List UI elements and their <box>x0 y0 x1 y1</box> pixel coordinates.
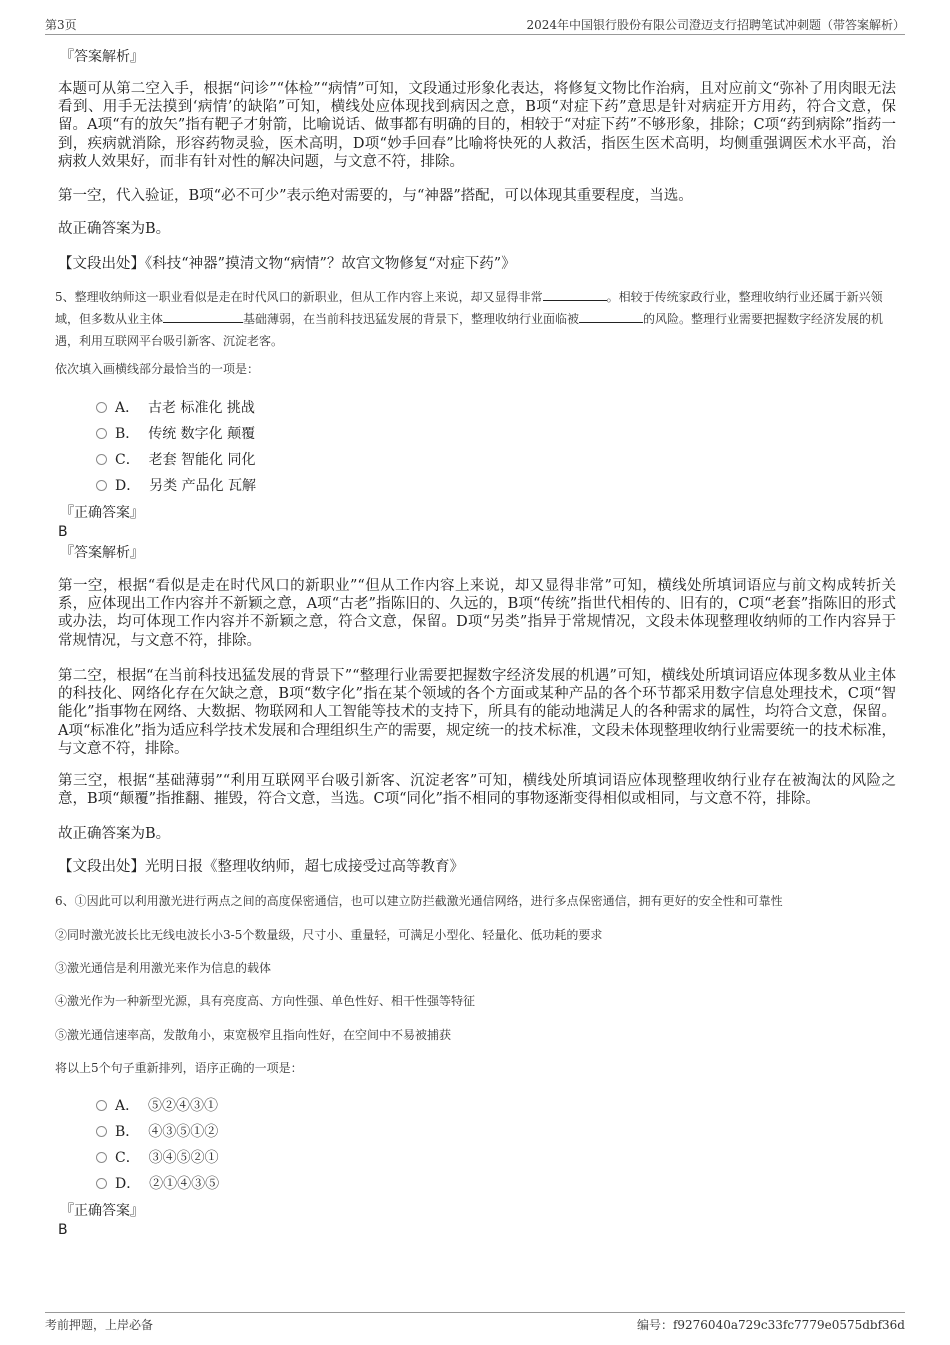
analysis-paragraph: 第一空，代入验证，B项“必不可少”表示绝对需要的，与“神器”搭配，可以体现其重要程度，当选。 <box>58 188 693 204</box>
option-b[interactable]: B． ④③⑤①② <box>96 1123 218 1141</box>
document-id: 编号：f9276040a729c33fc7779e0575dbf36d <box>636 1318 905 1332</box>
radio-icon[interactable] <box>96 428 107 439</box>
option-d[interactable]: D． ②①④③⑤ <box>96 1175 219 1193</box>
analysis-paragraph: 第二空，根据“在当前科技迅猛发展的背景下”“整理行业需要把握数字经济发展的机遇”可知，横线处所填词语应体现多数从业主体的科技化、网络化存在欠缺之意，B项“数字化”指在某个领域的各个方面或某种产品的各个环节都采用数字信息处理技术，C项“智能化”指事物在网络、大数据、物联网和人工智能等技术的支持下，所具有的能动地满足人的各种需求的属性，均符合文意，保留。A项“标准化”指为适应科学技术发展和合理组织生产的需要，规定统一的技术标准，文段未体现整理收纳行业需要统一的技术标准，与文意不符，排除。 <box>58 668 896 757</box>
page-number: 第3页 <box>45 18 77 32</box>
page-footer <box>45 1312 905 1331</box>
analysis-paragraph: 本题可从第二空入手，根据“问诊”“体检”“病情”可知，文段通过形象化表达，将修复文物比作治病，且对应前文“弥补了用肉眼无法看到、用手无法摸到‘病情’的缺陷”可知，横线处应体现找到病因之意，B项“对症下药”意思是针对病症开方用药，符合文意，保留。A项“有的放矢”指有靶子才射箭，比喻说话、做事都有明确的目的，相较于“对症下药”不够形象，排除；C项“药到病除”指药一到，疾病就消除，形容药物灵验，医术高明，D项“妙手回春”比喻将快死的人救活，指医生医术高明，均侧重强调医术水平高，治病救人效果好，而非有针对性的解决问题，与文意不符，排除。 <box>58 81 896 170</box>
option-c[interactable]: C． 老套 智能化 同化 <box>96 451 256 469</box>
question-5-stem: 5、整理收纳师这一职业看似是走在时代风口的新职业，但从工作内容上来说，却又显得非常 。相较于传统家政行业，整理收纳行业还属于新兴领域，但多数从业主体 基础薄弱，在当前科技迅猛发展的背景下，整理收纳行业面临被 的风险。整理行业需要把握数字经济发展的机遇，利用互联网平台吸引新客、沉淀老客。 <box>55 290 884 348</box>
analysis-conclusion: 故正确答案为B。 <box>58 221 171 237</box>
radio-icon[interactable] <box>96 454 107 465</box>
correct-answer-tag: 『正确答案』 <box>60 1203 144 1219</box>
question-6-prompt: 将以上5个句子重新排列，语序正确的一项是： <box>55 1061 303 1075</box>
radio-icon[interactable] <box>96 1152 107 1163</box>
option-c[interactable]: C． ③④⑤②① <box>96 1149 219 1167</box>
question-6-sentence: ④激光作为一种新型光源，具有亮度高、方向性强、单色性好、相干性强等特征 <box>55 994 476 1008</box>
radio-icon[interactable] <box>96 1178 107 1189</box>
answer-analysis-tag: 『答案解析』 <box>60 545 144 561</box>
option-d[interactable]: D． 另类 产品化 瓦解 <box>96 477 256 495</box>
analysis-paragraph: 第三空，根据“基础薄弱”“利用互联网平台吸引新客、沉淀老客”可知，横线处所填词语应体现整理收纳行业存在被淘汰的风险之意，B项“颠覆”指推翻、摧毁，符合文意，当选。C项“同化”指不相同的事物逐渐变得相似或相同，与文意不符，排除。 <box>58 773 896 808</box>
question-6-sentence: 6、①因此可以利用激光进行两点之间的高度保密通信，也可以建立防拦截激光通信网络，进行多点保密通信，拥有更好的安全性和可靠性 <box>55 894 783 908</box>
footer-slogan: 考前押题，上岸必备 <box>45 1318 154 1332</box>
analysis-paragraph: 第一空，根据“看似是走在时代风口的新职业”“但从工作内容上来说，却又显得非常”可知，横线处所填词语应与前文构成转折关系，应体现出工作内容并不新颖之意，A项“古老”指陈旧的、久远的，B项“传统”指世代相传的、旧有的，C项“老套”指陈旧的形式或办法，均可体现工作内容并不新颖之意，符合文意，保留。D项“另类”指异于常规情况，文段未体现整理收纳师的工作内容异于常规情况，与文意不符，排除。 <box>58 578 896 649</box>
radio-icon[interactable] <box>96 480 107 491</box>
analysis-conclusion: 故正确答案为B。 <box>58 826 171 842</box>
option-a[interactable]: A． 古老 标准化 挑战 <box>96 399 255 417</box>
radio-icon[interactable] <box>96 1126 107 1137</box>
radio-icon[interactable] <box>96 1100 107 1111</box>
correct-answer-tag: 『正确答案』 <box>60 505 144 521</box>
fill-blank <box>579 310 643 323</box>
document-title: 2024年中国银行股份有限公司澄迈支行招聘笔试冲刺题（带答案解析） <box>526 18 905 32</box>
answer-analysis-tag: 『答案解析』 <box>60 49 144 65</box>
option-b[interactable]: B． 传统 数字化 颠覆 <box>96 425 255 443</box>
question-6-sentence: ③激光通信是利用激光来作为信息的载体 <box>55 961 272 975</box>
correct-answer: B <box>58 1222 68 1238</box>
question-6-sentence: ⑤激光通信速率高，发散角小，束宽极窄且指向性好，在空间中不易被捕获 <box>55 1028 452 1042</box>
passage-source: 【文段出处】光明日报《整理收纳师，超七成接受过高等教育》 <box>58 859 464 875</box>
passage-source: 【文段出处】《科技“神器”摸清文物“病情”？故宫文物修复“对症下药”》 <box>58 256 516 272</box>
correct-answer: B <box>58 524 68 540</box>
fill-blank <box>543 288 607 301</box>
page-header <box>45 14 905 35</box>
option-a[interactable]: A． ⑤②④③① <box>96 1097 218 1115</box>
radio-icon[interactable] <box>96 402 107 413</box>
question-5-prompt: 依次填入画横线部分最恰当的一项是： <box>55 362 260 376</box>
fill-blank <box>163 310 243 323</box>
question-6-sentence: ②同时激光波长比无线电波长小3-5个数量级，尺寸小、重量轻，可满足小型化、轻量化、低功耗的要求 <box>55 928 603 942</box>
